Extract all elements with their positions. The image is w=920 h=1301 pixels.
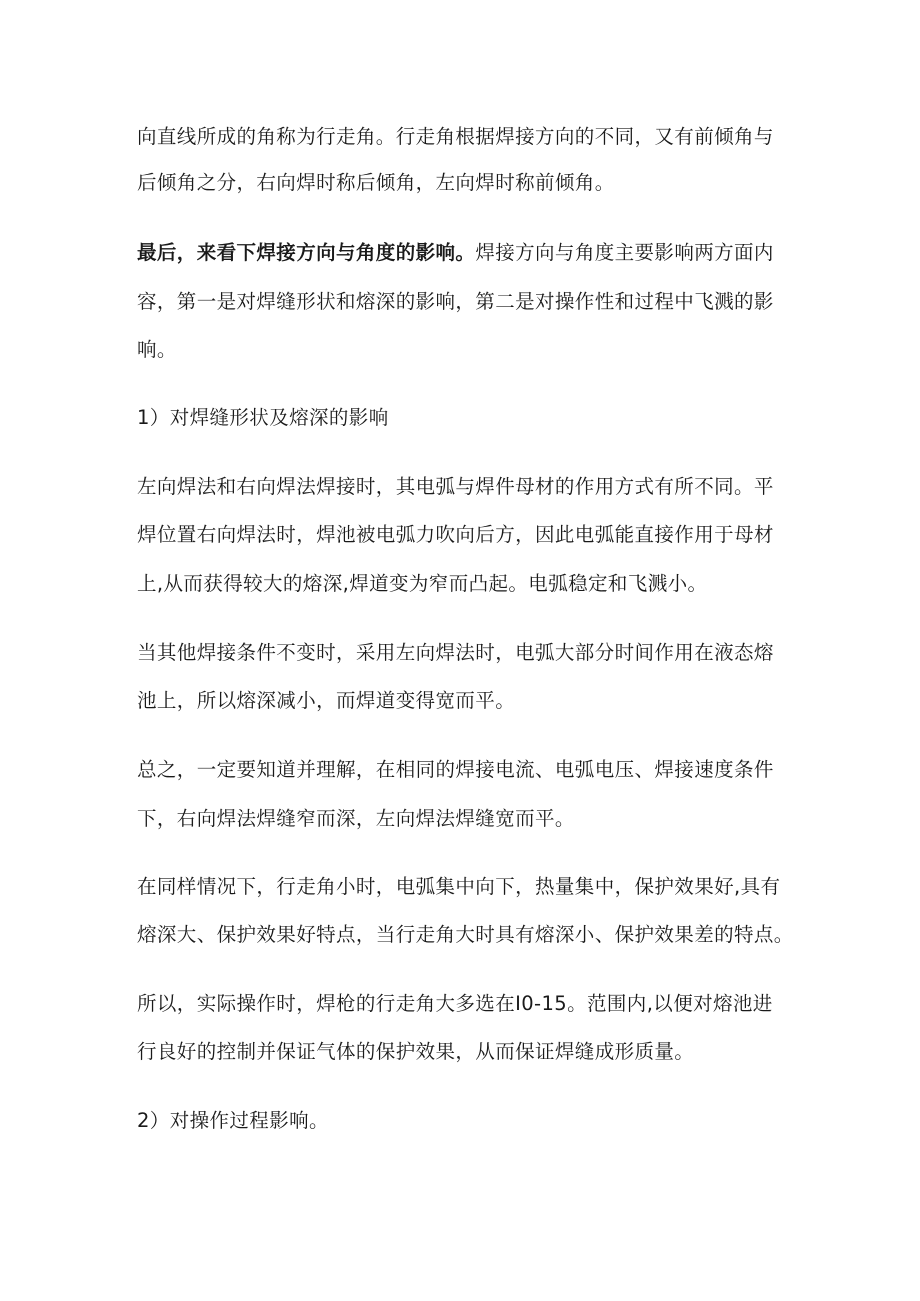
paragraph-8-line-2: 行良好的控制并保证气体的保护效果，从而保证焊缝成形质量。 — [137, 1040, 695, 1063]
paragraph-5-line-2: 池上，所以熔深减小，而焊道变得宽而平。 — [137, 689, 516, 712]
section-heading-1: 1）对焊缝形状及熔深的影响 — [137, 406, 389, 429]
paragraph-2-line-2: 容，第一是对焊缝形状和熔深的影响，第二是对操作性和过程中飞溅的影 — [137, 290, 774, 313]
paragraph-4-line-1: 左向焊法和右向焊法焊接时，其电弧与焊件母材的作用方式有所不同。平 — [137, 475, 774, 498]
paragraph-2-line-1-text: 焊接方向与角度主要影响两方面内 — [475, 241, 774, 264]
paragraph-7-line-2: 熔深大、保护效果好特点，当行走角大时具有熔深小、保护效果差的特点。 — [137, 923, 794, 946]
paragraph-2-line-3: 响。 — [137, 338, 177, 361]
paragraph-6-line-1: 总之，一定要知道并理解，在相同的焊接电流、电弧电压、焊接速度条件 — [137, 758, 774, 781]
paragraph-2-line-1 — [137, 240, 774, 266]
section-heading-2: 2）对操作过程影响。 — [137, 1109, 329, 1132]
paragraph-1-line-1: 向直线所成的角称为行走角。行走角根据焊接方向的不同，又有前倾角与 — [137, 125, 774, 148]
paragraph-4-line-2: 焊位置右向焊法时，焊池被电弧力吹向后方，因此电弧能直接作用于母材 — [137, 523, 774, 546]
paragraph-7-line-1: 在同样情况下，行走角小时，电弧集中向下，热量集中，保护效果好,具有 — [137, 875, 781, 898]
paragraph-4-line-3: 上,从而获得较大的熔深,焊道变为窄而凸起。电弧稳定和飞溅小。 — [137, 572, 708, 595]
paragraph-1-line-2: 后倾角之分，右向焊时称后倾角，左向焊时称前倾角。 — [137, 171, 615, 194]
paragraph-5-line-1: 当其他焊接条件不变时，采用左向焊法时，电弧大部分时间作用在液态熔 — [137, 641, 774, 664]
paragraph-8-line-1: 所以，实际操作时，焊枪的行走角大多选在I0-15。范围内,以便对熔池进 — [137, 992, 773, 1015]
paragraph-6-line-2: 下，右向焊法焊缝窄而深，左向焊法焊缝宽而平。 — [137, 807, 575, 830]
paragraph-2-bold-lead: 最后，来看下焊接方向与角度的影响。 — [137, 241, 476, 264]
